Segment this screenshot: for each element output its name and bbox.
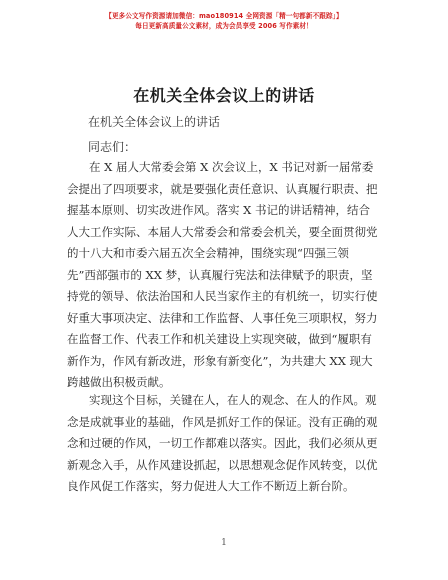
paragraph-line: 好重大事项决定、法律和工作监督、人事任免三项职权，努力 [67, 310, 378, 325]
banner-line-2: 每日更新高质量公文素材，成为会员享受 2006 写作素材！ [135, 22, 313, 30]
paragraph-line: 新观念入手，从作风建设抓起，以思想观念促作风转变，以优 [67, 457, 378, 472]
banner-line-1: 【更多公文写作资源请加微信：mao180914 全网资源「精一句都新不跟踪」】 [105, 12, 343, 20]
paragraph-line: 新作为，作风有新改进，形象有新变化”，为共建大 XX 现大 [67, 353, 373, 368]
salutation: 同志们： [88, 140, 137, 154]
paragraph-line: 人大工作实际、本届人大常委会和常委会机关，要全面贯彻党 [67, 224, 378, 239]
paragraph-1 [67, 157, 379, 394]
paragraph-line: 跨越做出积极贡献。 [67, 375, 171, 389]
paragraph-line: 握基本原则、切实改进作风。落实 X 书记的讲话精神，结合 [67, 203, 370, 217]
paragraph-line: 念和过硬的作风，一切工作都难以落实。因此，我们必须从更 [67, 436, 378, 450]
paragraph-line: 实现这个目标，关键在人，在人的观念、在人的作风。观 [89, 393, 377, 407]
document-subtitle: 在机关全体会议上的讲话 [88, 115, 221, 129]
promo-banner [0, 11, 448, 31]
paragraph-line: 持党的领导、依法治国和人民当家作主的有机统一，切实行使 [67, 289, 378, 303]
paragraph-line: 在 X 届人大常委会第 X 次会议上，X 书记对新一届常委 [89, 160, 374, 174]
paragraph-line: 的十八大和市委六届五次全会精神，围绕实现“四强三领 [67, 246, 349, 260]
paragraph-line: 良作风促工作落实，努力促进人大工作不断迈上新台阶。 [67, 479, 355, 493]
paragraph-line: 念是成就事业的基础，作风是抓好工作的保证。没有正确的观 [67, 414, 378, 429]
document-title: 在机关全体会议上的讲话 [133, 86, 315, 105]
paragraph-line: 先”西部强市的 XX 梦，认真履行宪法和法律赋予的职责，坚 [67, 267, 373, 282]
paragraph-2 [67, 390, 379, 498]
page-number: 1 [221, 538, 227, 548]
paragraph-line: 会提出了四项要求，就是要强化责任意识、认真履行职责、把 [67, 181, 378, 196]
paragraph-line: 在监督工作、代表工作和机关建设上实现突破，做到“履职有 [67, 332, 372, 346]
